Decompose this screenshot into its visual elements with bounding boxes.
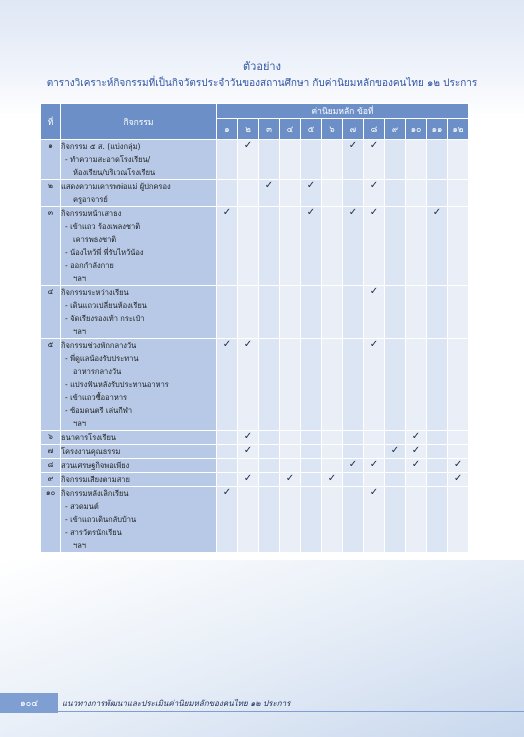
check-mark-icon: ✓ xyxy=(343,459,364,473)
activity-cell xyxy=(61,445,217,459)
header-activity: กิจกรรม xyxy=(61,104,217,140)
activity-line: กิจกรรมระหว่างเรียน xyxy=(61,288,129,297)
empty-cell xyxy=(406,286,427,339)
empty-cell xyxy=(322,207,343,286)
empty-cell xyxy=(238,180,259,207)
table-row xyxy=(41,431,469,445)
row-number: ๑ xyxy=(41,140,61,180)
empty-cell xyxy=(280,459,301,473)
empty-cell xyxy=(301,286,322,339)
empty-cell xyxy=(385,207,406,286)
activity-cell xyxy=(61,459,217,473)
check-mark-icon: ✓ xyxy=(427,207,448,286)
row-number: ๓ xyxy=(41,207,61,286)
table-row xyxy=(41,140,469,180)
empty-cell xyxy=(406,180,427,207)
empty-cell xyxy=(427,459,448,473)
empty-cell xyxy=(280,140,301,180)
empty-cell xyxy=(259,445,280,459)
empty-cell xyxy=(406,487,427,553)
table-row xyxy=(41,459,469,473)
value-number-header: ๓ xyxy=(259,119,280,140)
activity-line: - ทำความสะอาดโรงเรียน/ xyxy=(65,155,151,164)
activity-line: - สารวัตรนักเรียน xyxy=(65,528,122,537)
page-title: ตัวอย่าง xyxy=(243,60,281,73)
activity-line: ห้องเรียน/บริเวณโรงเรียน xyxy=(73,168,156,177)
empty-cell xyxy=(427,140,448,180)
empty-cell xyxy=(322,431,343,445)
activity-cell xyxy=(61,487,217,553)
row-number: ๗ xyxy=(41,445,61,459)
activity-line: กิจกรรมหลังเลิกเรียน xyxy=(61,489,129,498)
check-mark-icon: ✓ xyxy=(406,431,427,445)
activity-line: แสดงความเคารพพ่อแม่ ผู้ปกครอง xyxy=(61,182,171,191)
check-mark-icon: ✓ xyxy=(364,487,385,553)
activity-line: ฯลฯ xyxy=(73,419,87,428)
activity-line: - เข้าแถวซื้ออาหาร xyxy=(65,393,128,402)
empty-cell xyxy=(217,180,238,207)
footer-title: แนวทางการพัฒนาและประเมินค่านิยมหลักของคนไทย ๑๒ ประการ xyxy=(62,699,291,708)
empty-cell xyxy=(385,459,406,473)
empty-cell xyxy=(322,286,343,339)
activity-line: อาหารกลางวัน xyxy=(73,367,122,376)
activity-line: - จัดเรียงรองเท้า กระเป๋า xyxy=(65,314,145,323)
activity-line: - เข้าแถวเดินกลับบ้าน xyxy=(65,515,137,524)
empty-cell xyxy=(427,487,448,553)
check-mark-icon: ✓ xyxy=(238,140,259,180)
activity-cell xyxy=(61,207,217,286)
empty-cell xyxy=(385,140,406,180)
empty-cell xyxy=(343,487,364,553)
empty-cell xyxy=(385,431,406,445)
activity-line: กิจกรรม ๕ ส. (แบ่งกลุ่ม) xyxy=(61,142,141,151)
activity-cell xyxy=(61,140,217,180)
empty-cell xyxy=(322,180,343,207)
empty-cell xyxy=(364,473,385,487)
empty-cell xyxy=(385,286,406,339)
empty-cell xyxy=(280,487,301,553)
empty-cell xyxy=(427,339,448,431)
empty-cell xyxy=(259,487,280,553)
empty-cell xyxy=(280,207,301,286)
empty-cell xyxy=(259,140,280,180)
activity-line: - เดินแถวเปลี่ยนห้องเรียน xyxy=(65,301,147,310)
activity-line: สวนเศรษฐกิจพอเพียง xyxy=(61,461,130,470)
row-number: ๘ xyxy=(41,459,61,473)
empty-cell xyxy=(322,445,343,459)
activity-line: - สวดมนต์ xyxy=(65,502,99,511)
activity-line: - ออกกำลังกาย xyxy=(65,261,114,270)
empty-cell xyxy=(259,207,280,286)
activity-line: โครงงานคุณธรรม xyxy=(61,447,121,456)
activity-line: กิจกรรมช่วงพักกลางวัน xyxy=(61,341,137,350)
check-mark-icon: ✓ xyxy=(238,473,259,487)
empty-cell xyxy=(427,431,448,445)
activity-line: ฯลฯ xyxy=(73,327,87,336)
value-number-header: ๑ xyxy=(217,119,238,140)
page-number-tab xyxy=(0,693,58,713)
value-number-header: ๔ xyxy=(280,119,301,140)
empty-cell xyxy=(259,473,280,487)
value-number-header: ๕ xyxy=(301,119,322,140)
empty-cell xyxy=(427,445,448,459)
table-row xyxy=(41,286,469,339)
empty-cell xyxy=(406,473,427,487)
empty-cell xyxy=(406,339,427,431)
check-mark-icon: ✓ xyxy=(364,286,385,339)
empty-cell xyxy=(238,286,259,339)
check-mark-icon: ✓ xyxy=(364,207,385,286)
empty-cell xyxy=(217,140,238,180)
header-no: ที่ xyxy=(41,104,61,140)
activity-line: ฯลฯ xyxy=(73,541,87,550)
empty-cell xyxy=(385,339,406,431)
empty-cell xyxy=(406,140,427,180)
check-mark-icon: ✓ xyxy=(238,445,259,459)
empty-cell xyxy=(427,473,448,487)
row-number: ๙ xyxy=(41,473,61,487)
page-number: ๑๐๔ xyxy=(19,699,39,709)
check-mark-icon: ✓ xyxy=(448,473,469,487)
empty-cell xyxy=(448,286,469,339)
value-number-header: ๒ xyxy=(238,119,259,140)
empty-cell xyxy=(448,180,469,207)
empty-cell xyxy=(301,473,322,487)
empty-cell xyxy=(406,207,427,286)
activity-cell xyxy=(61,473,217,487)
empty-cell xyxy=(301,339,322,431)
activity-line: - เข้าแถว ร้องเพลงชาติ xyxy=(65,222,141,231)
row-number: ๖ xyxy=(41,431,61,445)
activity-line: เคารพธงชาติ xyxy=(73,235,117,244)
empty-cell xyxy=(448,140,469,180)
empty-cell xyxy=(448,487,469,553)
empty-cell xyxy=(301,445,322,459)
activity-line: ธนาคารโรงเรียน xyxy=(61,433,117,442)
row-number: ๑๐ xyxy=(41,487,61,553)
table-row xyxy=(41,339,469,431)
empty-cell xyxy=(343,286,364,339)
value-number-header: ๖ xyxy=(322,119,343,140)
empty-cell xyxy=(343,339,364,431)
empty-cell xyxy=(343,445,364,459)
empty-cell xyxy=(322,339,343,431)
empty-cell xyxy=(448,445,469,459)
value-number-header: ๑๐ xyxy=(406,119,427,140)
empty-cell xyxy=(322,459,343,473)
empty-cell xyxy=(448,339,469,431)
empty-cell xyxy=(301,487,322,553)
table-body xyxy=(41,140,469,553)
empty-cell xyxy=(364,431,385,445)
check-mark-icon: ✓ xyxy=(217,487,238,553)
empty-cell xyxy=(385,180,406,207)
check-mark-icon: ✓ xyxy=(322,473,343,487)
activity-cell xyxy=(61,431,217,445)
activity-cell xyxy=(61,180,217,207)
check-mark-icon: ✓ xyxy=(406,445,427,459)
empty-cell xyxy=(238,459,259,473)
empty-cell xyxy=(448,431,469,445)
check-mark-icon: ✓ xyxy=(301,207,322,286)
empty-cell xyxy=(280,445,301,459)
row-number: ๒ xyxy=(41,180,61,207)
activity-line: กิจกรรมเสียงตามสาย xyxy=(61,475,130,484)
header-values: ค่านิยมหลัก ข้อที่ xyxy=(217,104,469,119)
check-mark-icon: ✓ xyxy=(364,459,385,473)
footer-divider xyxy=(58,711,524,712)
empty-cell xyxy=(259,431,280,445)
table-row xyxy=(41,180,469,207)
check-mark-icon: ✓ xyxy=(217,339,238,431)
value-number-header: ๑๒ xyxy=(448,119,469,140)
check-mark-icon: ✓ xyxy=(301,180,322,207)
empty-cell xyxy=(343,431,364,445)
value-number-header: ๑๑ xyxy=(427,119,448,140)
row-number: ๔ xyxy=(41,286,61,339)
empty-cell xyxy=(280,180,301,207)
check-mark-icon: ✓ xyxy=(238,431,259,445)
check-mark-icon: ✓ xyxy=(448,459,469,473)
check-mark-icon: ✓ xyxy=(217,207,238,286)
empty-cell xyxy=(217,431,238,445)
check-mark-icon: ✓ xyxy=(406,459,427,473)
empty-cell xyxy=(301,459,322,473)
empty-cell xyxy=(343,180,364,207)
empty-cell xyxy=(259,339,280,431)
value-number-header: ๘ xyxy=(364,119,385,140)
empty-cell xyxy=(217,473,238,487)
empty-cell xyxy=(343,473,364,487)
empty-cell xyxy=(448,207,469,286)
empty-cell xyxy=(217,286,238,339)
empty-cell xyxy=(259,459,280,473)
empty-cell xyxy=(364,445,385,459)
table-caption: ตารางวิเคราะห์กิจกรรมที่เป็นกิจวัตรประจำวันของสถานศึกษา กับค่านิยมหลักของคนไทย ๑๒ ประการ xyxy=(46,78,478,89)
value-number-header: ๗ xyxy=(343,119,364,140)
empty-cell xyxy=(301,140,322,180)
activity-line: - แปรงฟันหลังรับประทานอาหาร xyxy=(65,380,169,389)
activity-line: - ซ้อมดนตรี เล่นกีฬา xyxy=(65,406,133,415)
check-mark-icon: ✓ xyxy=(343,207,364,286)
empty-cell xyxy=(280,339,301,431)
check-mark-icon: ✓ xyxy=(343,140,364,180)
empty-cell xyxy=(301,431,322,445)
table-row xyxy=(41,473,469,487)
activity-line: - น้องไหว้พี่ พี่รับไหว้น้อง xyxy=(65,248,144,257)
empty-cell xyxy=(238,487,259,553)
empty-cell xyxy=(427,286,448,339)
activity-line: ฯลฯ xyxy=(73,274,87,283)
empty-cell xyxy=(322,487,343,553)
empty-cell xyxy=(280,431,301,445)
empty-cell xyxy=(238,207,259,286)
empty-cell xyxy=(385,473,406,487)
activity-cell xyxy=(61,339,217,431)
empty-cell xyxy=(217,459,238,473)
check-mark-icon: ✓ xyxy=(364,339,385,431)
table-row xyxy=(41,207,469,286)
empty-cell xyxy=(322,140,343,180)
empty-cell xyxy=(385,487,406,553)
activity-cell xyxy=(61,286,217,339)
check-mark-icon: ✓ xyxy=(280,473,301,487)
check-mark-icon: ✓ xyxy=(259,180,280,207)
value-number-header: ๙ xyxy=(385,119,406,140)
activity-line: กิจกรรมหน้าเสาธง xyxy=(61,209,122,218)
activity-line: - พี่ดูแลน้องรับประทาน xyxy=(65,354,139,363)
check-mark-icon: ✓ xyxy=(385,445,406,459)
activity-line: ครูอาจารย์ xyxy=(73,195,108,204)
table-row xyxy=(41,445,469,459)
check-mark-icon: ✓ xyxy=(238,339,259,431)
empty-cell xyxy=(427,180,448,207)
check-mark-icon: ✓ xyxy=(364,140,385,180)
row-number: ๕ xyxy=(41,339,61,431)
empty-cell xyxy=(259,286,280,339)
table-row xyxy=(41,487,469,553)
check-mark-icon: ✓ xyxy=(364,180,385,207)
values-analysis-table xyxy=(40,103,469,553)
empty-cell xyxy=(280,286,301,339)
empty-cell xyxy=(217,445,238,459)
